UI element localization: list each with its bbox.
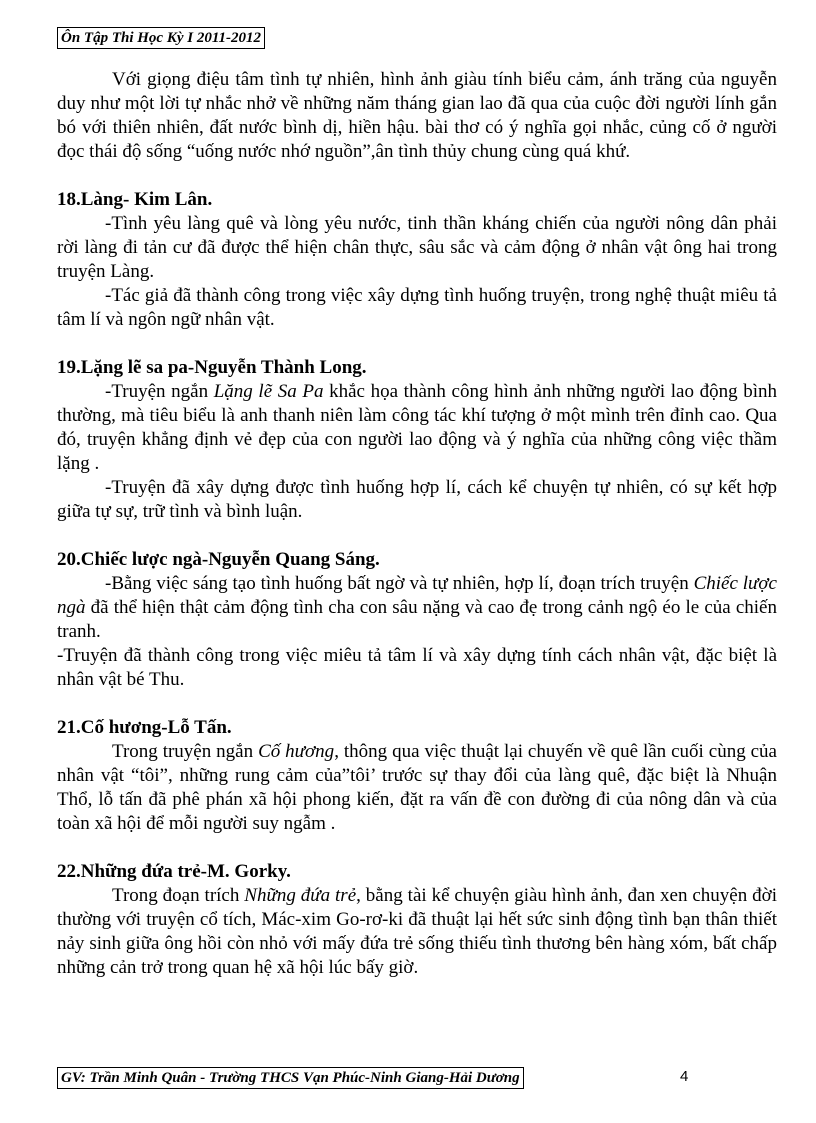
work-title: Lặng lẽ Sa Pa (213, 381, 324, 402)
section-18 (57, 188, 777, 332)
intro-paragraph: Với giọng điệu tâm tình tự nhiên, hình ảnh giàu tính biểu cảm, ánh trăng của nguyễn duy như một lời tự nhắc nhở về những năm tháng gian lao đã qua của cuộc đời người lính gắn bó với thiên nhiên, đất nước bình dị, hiền hậu. bài thơ có ý nghĩa gọi nhắc, củng cố ở người đọc thái độ sống “uống nước nhớ nguồn”,ân tình thủy chung cùng quá khứ. (57, 69, 777, 162)
text-run: Trong đoạn trích (112, 885, 245, 906)
page-header: Ôn Tập Thi Học Kỳ I 2011-2012 (57, 27, 265, 49)
section-heading: 18.Làng- Kim Lân. (57, 189, 213, 210)
section-20 (57, 548, 777, 692)
text-run: đã thể hiện thật cảm động tình cha con sâu nặng và cao đẹ trong cảnh ngộ éo le của chiến tranh. (57, 597, 777, 642)
text-run: Trong truyện ngắn (112, 741, 259, 762)
document-body (57, 68, 777, 980)
section-22 (57, 860, 777, 980)
section-paragraph: -Truyện đã xây dựng được tình huống hợp lí, cách kể chuyện tự nhiên, có sự kết hợp giữa tự sự, trữ tình và bình luận. (57, 477, 777, 522)
section-paragraph (57, 884, 777, 980)
section-heading: 19.Lặng lẽ sa pa-Nguyễn Thành Long. (57, 357, 367, 378)
page-footer: GV: Trần Minh Quân - Trường THCS Vạn Phúc-Ninh Giang-Hải Dương (57, 1067, 524, 1089)
section-heading: 22.Những đứa trẻ-M. Gorky. (57, 861, 291, 882)
text-run: -Bằng việc sáng tạo tình huống bất ngờ và tự nhiên, hợp lí, đoạn trích truyện (105, 573, 694, 594)
work-title: Chiếc lược ngà (57, 573, 777, 618)
page-number: 4 (680, 1068, 689, 1085)
section-paragraph: -Truyện đã thành công trong việc miêu tả tâm lí và xây dựng tính cách nhân vật, đặc biệt là nhân vật bé Thu. (57, 645, 777, 690)
work-title: Những đứa trẻ (244, 885, 357, 906)
section-paragraph (57, 572, 777, 644)
section-paragraph (57, 740, 777, 836)
text-run: , thông qua việc thuật lại chuyến về quê lần cuối cùng của nhân vật “tôi”, những rung cảm của”tôi’ trước sự thay đổi của làng quê, đặc biệt là Nhuận Thổ, lỗ tấn đã phê phán xã hội phong kiến, đặt ra vấn đề con đường đi của nông dân và của toàn xã hội để mỗi người suy ngẫm . (57, 741, 777, 834)
section-paragraph (57, 380, 777, 476)
section-heading: 21.Cố hương-Lỗ Tấn. (57, 717, 232, 738)
text-run: , bằng tài kể chuyện giàu hình ảnh, đan xen chuyện đời thường với truyện cổ tích, Mác-xim Go-rơ-ki đã thuật lại hết sức sinh động tình bạn thân thiết nảy sinh giữa ông hồi còn nhỏ với mấy đứa trẻ sống thiếu tình thương bên hàng xóm, bất chấp những cản trở trong quan hệ xã hội lúc bấy giờ. (57, 885, 777, 978)
section-heading: 20.Chiếc lược ngà-Nguyễn Quang Sáng. (57, 549, 380, 570)
text-run: khắc họa thành công hình ảnh những người lao động bình thường, mà tiêu biểu là anh thanh niên làm công tác khí tượng ở một mình trên đỉnh cao. Qua đó, truyện khẳng định vẻ đẹp của con người lao động và ý nghĩa của những công việc thầm lặng . (57, 381, 777, 474)
section-paragraph: -Tình yêu làng quê và lòng yêu nước, tinh thần kháng chiến của người nông dân phải rời làng đi tản cư đã được thể hiện chân thực, sâu sắc và cảm động ở nhân vật ông hai trong truyện Làng. (57, 213, 777, 282)
work-title: Cố hương (258, 741, 335, 762)
section-21 (57, 716, 777, 836)
section-19 (57, 356, 777, 524)
section-paragraph: -Tác giả đã thành công trong việc xây dựng tình huống truyện, trong nghệ thuật miêu tả tâm lí và ngôn ngữ nhân vật. (57, 285, 777, 330)
text-run: -Truyện ngắn (105, 381, 214, 402)
